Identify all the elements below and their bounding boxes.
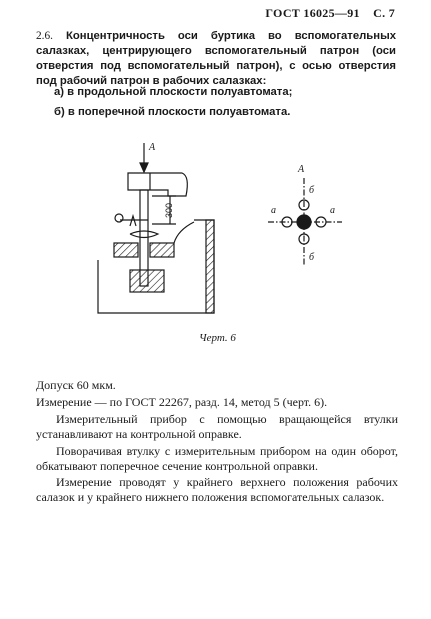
rotating-sleeve: [130, 231, 158, 238]
figure-caption: Черт. 6: [199, 332, 236, 344]
clause-2-6: [36, 29, 396, 89]
label-a-left: а: [271, 205, 276, 216]
paragraph-measurement: Измерение — по ГОСТ 22267, разд. 14, метод 5 (черт. 6).: [36, 395, 328, 409]
clause-number: 2.6.: [36, 30, 53, 42]
label-a-right: а: [330, 205, 335, 216]
paragraph-rotation: Поворачивая втулку с измерительным прибором на один оборот, обкатывают поперечное сечение контрольной оправки.: [36, 444, 398, 473]
upper-slide: [128, 173, 187, 196]
dimension-300: 300: [164, 202, 174, 218]
paragraph-positions: Измерение проводят у крайнего верхнего положения рабочих салазок и у крайнего нижнего положения вспомогательных салазок.: [36, 475, 398, 504]
spindle-housing: [130, 270, 164, 292]
item-a: а) в продольной плоскости полуавтомата;: [54, 86, 293, 98]
position-a-right: [316, 217, 326, 227]
section-center: [297, 215, 311, 229]
paragraph-tolerance: Допуск 60 мкм.: [36, 378, 116, 392]
clause-text: Концентричность оси буртика во вспомогательных салазках, центрирующего вспомогательный патрон (оси отверстия под вспомогательный патрон), с осью отверстия под рабочий патрон в рабочих салазках:: [36, 30, 396, 87]
indicator: [115, 214, 123, 222]
label-view-a-right: А: [298, 164, 305, 175]
position-b-bottom: [299, 234, 309, 244]
position-b-top: [299, 200, 309, 210]
lower-slide-left: [114, 243, 138, 257]
machine-body: [98, 220, 214, 313]
view-arrow-head: [140, 163, 148, 172]
label-b-bottom: б: [309, 252, 315, 263]
lower-slide-right: [150, 243, 174, 257]
position-a-left: [282, 217, 292, 227]
page-number: С. 7: [373, 6, 395, 20]
paragraph-instrument: Измерительный прибор с помощью вращающейся втулки устанавливают на контрольной оправке.: [36, 412, 398, 441]
label-view-a-left: А: [149, 142, 156, 153]
item-b: б) в поперечной плоскости полуавтомата.: [54, 106, 291, 118]
standard-number: ГОСТ 16025—91: [265, 6, 360, 20]
control-mandrel: [140, 190, 148, 286]
page-header: [255, 6, 395, 21]
label-b-top: б: [309, 185, 315, 196]
